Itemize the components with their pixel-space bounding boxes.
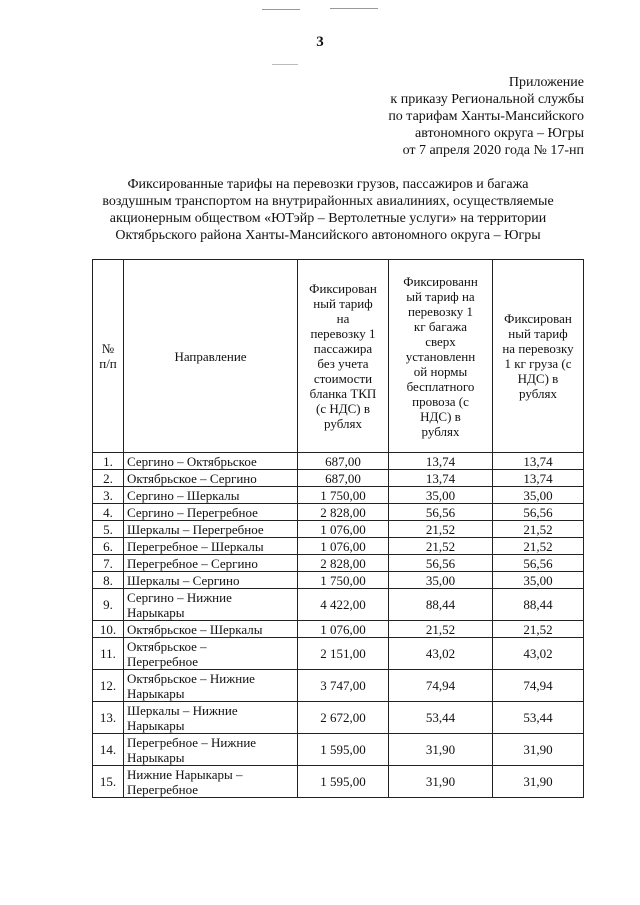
table-row	[93, 487, 584, 504]
header-text: рублях	[519, 386, 557, 401]
header-text: сверх	[425, 333, 456, 349]
header-text: установленн	[405, 348, 476, 364]
passenger-tariff-value: 1 076,00	[298, 621, 389, 638]
passenger-tariff-value: 1 750,00	[298, 487, 389, 504]
table-row	[93, 572, 584, 589]
row-number: 9.	[93, 589, 124, 621]
header-text: Фиксирован	[504, 311, 572, 326]
table-row	[93, 470, 584, 487]
direction-text: Сергино – Перегребное	[127, 504, 258, 520]
table-row	[93, 638, 584, 670]
direction-text: Перегребное	[127, 781, 199, 797]
scan-artifact	[272, 64, 298, 65]
tariff-table	[92, 259, 584, 798]
direction-text: Октябрьское – Шеркалы	[127, 621, 263, 637]
direction-text: Шеркалы – Перегребное	[127, 521, 264, 537]
baggage-tariff-value: 43,02	[389, 638, 493, 670]
header-num	[93, 260, 124, 453]
table-row	[93, 538, 584, 555]
baggage-tariff-value: 35,00	[389, 487, 493, 504]
row-number: 3.	[93, 487, 124, 504]
header-direction	[124, 260, 298, 453]
direction-text: Нарыкары	[127, 685, 185, 701]
table-row	[93, 766, 584, 798]
row-direction	[124, 621, 298, 638]
appendix-line: от 7 апреля 2020 года № 17-нп	[402, 143, 584, 158]
header-text: ой нормы	[413, 363, 468, 379]
direction-text: Нарыкары	[127, 717, 185, 733]
cargo-tariff-value: 31,90	[493, 766, 584, 798]
direction-text: Сергино – Шеркалы	[127, 487, 240, 503]
row-number: 1.	[93, 453, 124, 470]
row-direction	[124, 555, 298, 572]
cargo-tariff-value: 74,94	[493, 670, 584, 702]
appendix-block	[388, 74, 584, 159]
table-row	[93, 453, 584, 470]
table-row	[93, 702, 584, 734]
title-line: Фиксированные тарифы на перевозки грузов, пассажиров и багажа	[127, 177, 529, 192]
cargo-tariff-value: 35,00	[493, 572, 584, 589]
header-text: НДС) в	[517, 371, 559, 386]
baggage-tariff-value: 56,56	[389, 504, 493, 521]
cargo-tariff-value: 43,02	[493, 638, 584, 670]
cargo-tariff-value: 56,56	[493, 504, 584, 521]
row-direction	[124, 589, 298, 621]
passenger-tariff-value: 1 076,00	[298, 521, 389, 538]
direction-text: Сергино – Октябрьское	[127, 453, 257, 469]
row-number: 10.	[93, 621, 124, 638]
header-passenger-tariff	[298, 260, 389, 453]
row-direction	[124, 670, 298, 702]
row-number: 7.	[93, 555, 124, 572]
header-text: ый тариф на	[406, 288, 475, 304]
row-number: 2.	[93, 470, 124, 487]
row-direction	[124, 470, 298, 487]
baggage-tariff-value: 21,52	[389, 621, 493, 638]
passenger-tariff-value: 1 595,00	[298, 766, 389, 798]
row-number: 13.	[93, 702, 124, 734]
row-direction	[124, 538, 298, 555]
direction-text: Перегребное – Нижние	[127, 734, 257, 750]
direction-text: Перегребное – Шеркалы	[127, 538, 264, 554]
header-baggage-tariff	[389, 260, 493, 453]
cargo-tariff-value: 56,56	[493, 555, 584, 572]
header-text: Направление	[174, 348, 247, 364]
title-line: Октябрьского района Ханты-Мансийского автономного округа – Югры	[115, 228, 541, 243]
cargo-tariff-value: 35,00	[493, 487, 584, 504]
cargo-tariff-value: 88,44	[493, 589, 584, 621]
header-cargo-tariff	[493, 260, 584, 453]
direction-text: Октябрьское –	[127, 638, 207, 654]
row-direction	[124, 638, 298, 670]
table-row	[93, 589, 584, 621]
direction-text: Перегребное – Сергино	[127, 555, 258, 571]
row-direction	[124, 702, 298, 734]
cargo-tariff-value: 21,52	[493, 621, 584, 638]
baggage-tariff-value: 31,90	[389, 766, 493, 798]
cargo-tariff-value: 21,52	[493, 521, 584, 538]
passenger-tariff-value: 2 828,00	[298, 555, 389, 572]
scan-artifact	[330, 8, 378, 9]
row-number: 12.	[93, 670, 124, 702]
passenger-tariff-value: 2 151,00	[298, 638, 389, 670]
header-text: НДС) в	[420, 408, 461, 424]
passenger-tariff-value: 687,00	[298, 470, 389, 487]
passenger-tariff-value: 1 076,00	[298, 538, 389, 555]
direction-text: Октябрьское – Сергино	[127, 470, 257, 486]
header-text: стоимости	[313, 371, 373, 386]
page-number: 3	[316, 34, 324, 50]
header-text: ный тариф	[313, 296, 373, 311]
row-direction	[124, 521, 298, 538]
header-text: 1 кг груза (с	[504, 356, 572, 371]
header-text: п/п	[99, 356, 117, 371]
baggage-tariff-value: 35,00	[389, 572, 493, 589]
cargo-tariff-value: 53,44	[493, 702, 584, 734]
row-number: 15.	[93, 766, 124, 798]
appendix-line: автономного округа – Югры	[415, 126, 584, 141]
appendix-line: к приказу Региональной службы	[390, 92, 584, 107]
direction-text: Шеркалы – Сергино	[127, 572, 240, 588]
table-row	[93, 521, 584, 538]
baggage-tariff-value: 21,52	[389, 521, 493, 538]
baggage-tariff-value: 74,94	[389, 670, 493, 702]
baggage-tariff-value: 88,44	[389, 589, 493, 621]
table-row	[93, 670, 584, 702]
title-line: акционерным обществом «ЮТэйр – Вертолетные услуги» на территории	[109, 211, 547, 226]
header-text: ный тариф	[508, 326, 568, 341]
table-body	[93, 453, 584, 798]
header-text: бланка ТКП	[309, 386, 377, 401]
header-text: без учета	[317, 356, 369, 371]
header-text: кг багажа	[413, 318, 468, 334]
row-number: 11.	[93, 638, 124, 670]
row-direction	[124, 766, 298, 798]
header-text: пассажира	[313, 341, 373, 356]
header-text: перевозку 1	[407, 303, 474, 319]
row-number: 6.	[93, 538, 124, 555]
cargo-tariff-value: 31,90	[493, 734, 584, 766]
header-text: (с НДС) в	[316, 401, 370, 416]
direction-text: Сергино – Нижние	[127, 589, 232, 605]
passenger-tariff-value: 1 750,00	[298, 572, 389, 589]
direction-text: Октябрьское – Нижние	[127, 670, 255, 686]
direction-text: Перегребное	[127, 653, 199, 669]
row-number: 8.	[93, 572, 124, 589]
header-text: на перевозку	[502, 341, 574, 356]
direction-text: Нижние Нарыкары –	[127, 766, 243, 782]
document-title	[60, 176, 596, 244]
passenger-tariff-value: 3 747,00	[298, 670, 389, 702]
direction-text: Нарыкары	[127, 604, 185, 620]
passenger-tariff-value: 687,00	[298, 453, 389, 470]
appendix-line: по тарифам Ханты-Мансийского	[388, 109, 584, 124]
title-line: воздушным транспортом на внутрирайонных авиалиниях, осуществляемые	[102, 194, 554, 209]
table-row	[93, 504, 584, 521]
cargo-tariff-value: 13,74	[493, 453, 584, 470]
baggage-tariff-value: 13,74	[389, 453, 493, 470]
table-row	[93, 555, 584, 572]
appendix-line: Приложение	[508, 75, 584, 90]
baggage-tariff-value: 21,52	[389, 538, 493, 555]
passenger-tariff-value: 2 828,00	[298, 504, 389, 521]
header-text: рублях	[421, 423, 460, 439]
direction-text: Нарыкары	[127, 749, 185, 765]
row-direction	[124, 734, 298, 766]
baggage-tariff-value: 56,56	[389, 555, 493, 572]
header-text: на	[336, 311, 350, 326]
row-direction	[124, 504, 298, 521]
row-direction	[124, 572, 298, 589]
header-text: перевозку 1	[310, 326, 376, 341]
baggage-tariff-value: 31,90	[389, 734, 493, 766]
header-text: Фиксирован	[309, 281, 377, 296]
direction-text: Шеркалы – Нижние	[127, 702, 238, 718]
header-text: №	[101, 341, 115, 356]
baggage-tariff-value: 53,44	[389, 702, 493, 734]
row-number: 14.	[93, 734, 124, 766]
row-direction	[124, 453, 298, 470]
header-text: рублях	[324, 416, 362, 431]
row-direction	[124, 487, 298, 504]
header-text: бесплатного	[406, 378, 475, 394]
passenger-tariff-value: 4 422,00	[298, 589, 389, 621]
cargo-tariff-value: 21,52	[493, 538, 584, 555]
table-row	[93, 621, 584, 638]
passenger-tariff-value: 2 672,00	[298, 702, 389, 734]
header-text: Фиксированн	[403, 273, 478, 289]
row-number: 5.	[93, 521, 124, 538]
passenger-tariff-value: 1 595,00	[298, 734, 389, 766]
table-header-row	[93, 260, 584, 453]
scan-artifact	[262, 9, 300, 10]
table-row	[93, 734, 584, 766]
baggage-tariff-value: 13,74	[389, 470, 493, 487]
row-number: 4.	[93, 504, 124, 521]
cargo-tariff-value: 13,74	[493, 470, 584, 487]
header-text: провоза (с	[412, 393, 469, 409]
